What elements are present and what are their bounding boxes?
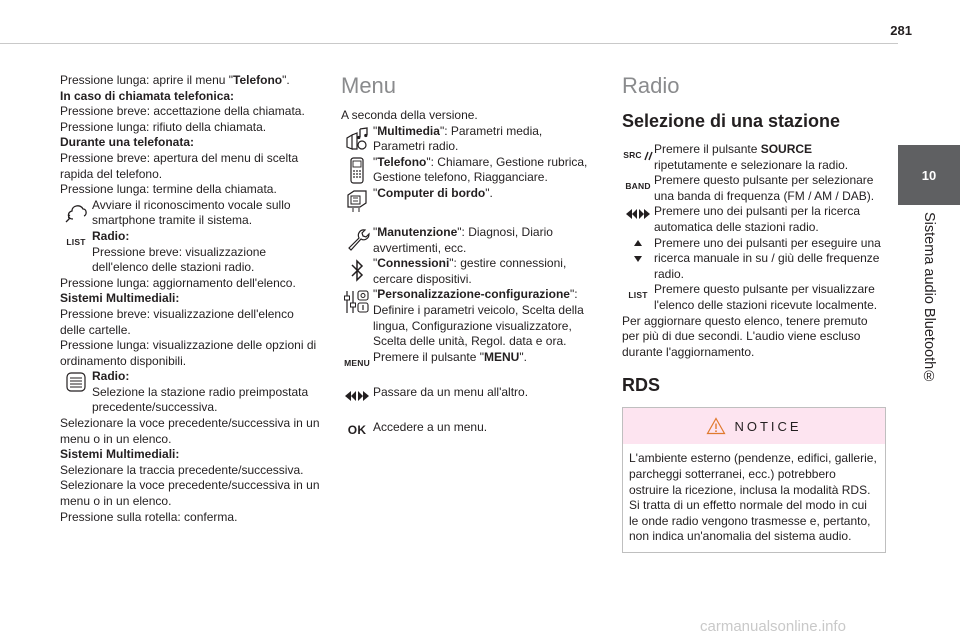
paragraph: Pressione lunga: termine della chiamata.	[60, 182, 277, 197]
ok-row: OK Accedere a un menu.	[341, 420, 597, 445]
subheading: Sistemi Multimediali:	[60, 447, 180, 462]
bluetooth-icon	[341, 256, 373, 285]
wheel-row: Radio: Selezione la stazione radio preimpostata precedente/successiva.	[60, 369, 322, 416]
left-right-arrows-icon	[341, 385, 373, 410]
phone-icon	[341, 155, 373, 186]
menu-button-icon: MENU	[344, 357, 370, 368]
paragraph: Pressione lunga: aggiornamento dell'elenco.	[60, 275, 296, 290]
page-number: 281	[890, 23, 912, 38]
paragraph: Selezionare la voce precedente/successiva in un menu o in un elenco.	[60, 416, 320, 446]
paragraph: Pressione breve: visualizzazione dell'elenco delle cartelle.	[60, 306, 294, 337]
subheading: Sistemi Multimediali:	[60, 291, 180, 306]
up-down-arrows-icon	[622, 236, 654, 265]
list-row: LIST Radio: Pressione breve: visualizzazione dell'elenco delle stazioni radio.	[60, 229, 322, 276]
header-rule	[0, 43, 898, 44]
menu-item-telefono: "Telefono": Chiamare, Gestione rubrica, Gestione telefono, Riagganciare.	[341, 155, 597, 186]
station-list-row: LIST Premere questo pulsante per visualizzare l'elenco delle stazioni ricevute localmente.	[622, 282, 888, 313]
paragraph: Pressione lunga: rifiuto della chiamata.	[60, 119, 267, 134]
notice-box	[622, 407, 886, 553]
chapter-tab: 10	[898, 145, 960, 205]
settings-sliders-icon	[341, 287, 373, 316]
paragraph: Pressione breve: accettazione della chiamata.	[60, 104, 305, 119]
source-button-icon: SRC	[622, 142, 654, 167]
menu-item-connessioni: "Connessioni": gestire connessioni, cercare dispositivi.	[341, 256, 597, 287]
menu-item-computer: "Computer di bordo".	[341, 186, 597, 215]
source-row: SRC Premere il pulsante SOURCE ripetutamente e selezionare la radio.	[623, 142, 849, 172]
paragraph: Selezionare la voce precedente/successiva in un menu o in un elenco.	[60, 478, 320, 509]
chapter-title: Sistema audio Bluetooth®	[921, 212, 937, 386]
voice-recognition-icon	[60, 198, 92, 223]
watermark: carmanualsonline.info	[700, 618, 846, 635]
menu-item-multimedia: "Multimedia": Parametri media, Parametri radio.	[341, 124, 597, 155]
list-button-icon: LIST	[66, 236, 86, 247]
subheading: In caso di chiamata telefonica:	[60, 88, 235, 103]
subheading: Durante una telefonata:	[60, 135, 195, 150]
seek-row: Premere uno dei pulsanti per la ricerca automatica delle stazioni radio.	[622, 204, 888, 235]
rds-heading: RDS	[622, 375, 661, 396]
seek-arrows-icon	[622, 204, 654, 229]
list-button-icon: LIST	[628, 290, 648, 301]
column-middle	[341, 73, 597, 445]
band-button-icon: BAND	[625, 181, 651, 192]
manual-row: Premere uno dei pulsanti per eseguire una ricerca manuale in su / giù delle frequenze radio.	[622, 236, 888, 283]
wrench-icon	[341, 225, 373, 252]
paragraph: Pressione lunga: visualizzazione delle opzioni di ordinamento disponibili.	[60, 338, 317, 368]
voice-row: Avviare il riconoscimento vocale sullo smartphone tramite il sistema.	[60, 198, 322, 229]
menu-button-row: MENU Premere il pulsante "MENU".	[341, 350, 597, 375]
paragraph: Selezionare la traccia precedente/successiva.	[60, 462, 304, 477]
band-row: BAND Premere questo pulsante per selezionare una banda di frequenza (FM / AM / DAB).	[622, 173, 888, 204]
paragraph: Per aggiornare questo elenco, tenere premuto per più di due secondi. L'audio viene escluso durante l'aggiornamento.	[622, 313, 868, 359]
paragraph: Pressione sulla rotella: conferma.	[60, 509, 238, 524]
ok-button-icon: OK	[347, 422, 367, 437]
notice-header	[623, 408, 885, 444]
notice-title: NOTICE	[734, 418, 802, 434]
thumbwheel-icon	[60, 369, 92, 394]
paragraph: Pressione breve: apertura del menu di scelta rapida del telefono.	[60, 150, 299, 181]
switch-menu-row: Passare da un menu all'altro.	[341, 385, 597, 410]
warning-triangle-icon	[706, 417, 726, 435]
paragraph: Pressione lunga: aprire il menu "Telefono".	[60, 73, 290, 87]
menu-item-manutenzione: "Manutenzione": Diagnosi, Diario avvertimenti, ecc.	[341, 225, 597, 256]
section-heading-radio: Radio	[622, 73, 680, 98]
section-heading-menu: Menu	[341, 73, 397, 98]
notice-text: L'ambiente esterno (pendenze, edifici, gallerie, parcheggi sotterranei, ecc.) potrebbero ostruire la ricezione, inclusa la modalità RDS. Si tratta di un effetto normale del modo in cui le onde radio vengono trasmesse e, pertanto, non indica un'anomalia del sistema audio.	[629, 451, 877, 544]
column-left	[60, 73, 322, 525]
trip-computer-icon	[341, 186, 373, 215]
menu-item-personalizzazione: "Personalizzazione-configurazione": Definire i parametri veicolo, Scelta della lingua, Configurazione visualizzatore, Scelta delle unità, Regol. data e ora.	[341, 287, 597, 349]
subsection-heading: Selezione di una stazione	[622, 111, 841, 131]
column-right	[622, 73, 888, 553]
paragraph: A seconda della versione.	[341, 108, 478, 122]
multimedia-icon	[341, 124, 373, 153]
